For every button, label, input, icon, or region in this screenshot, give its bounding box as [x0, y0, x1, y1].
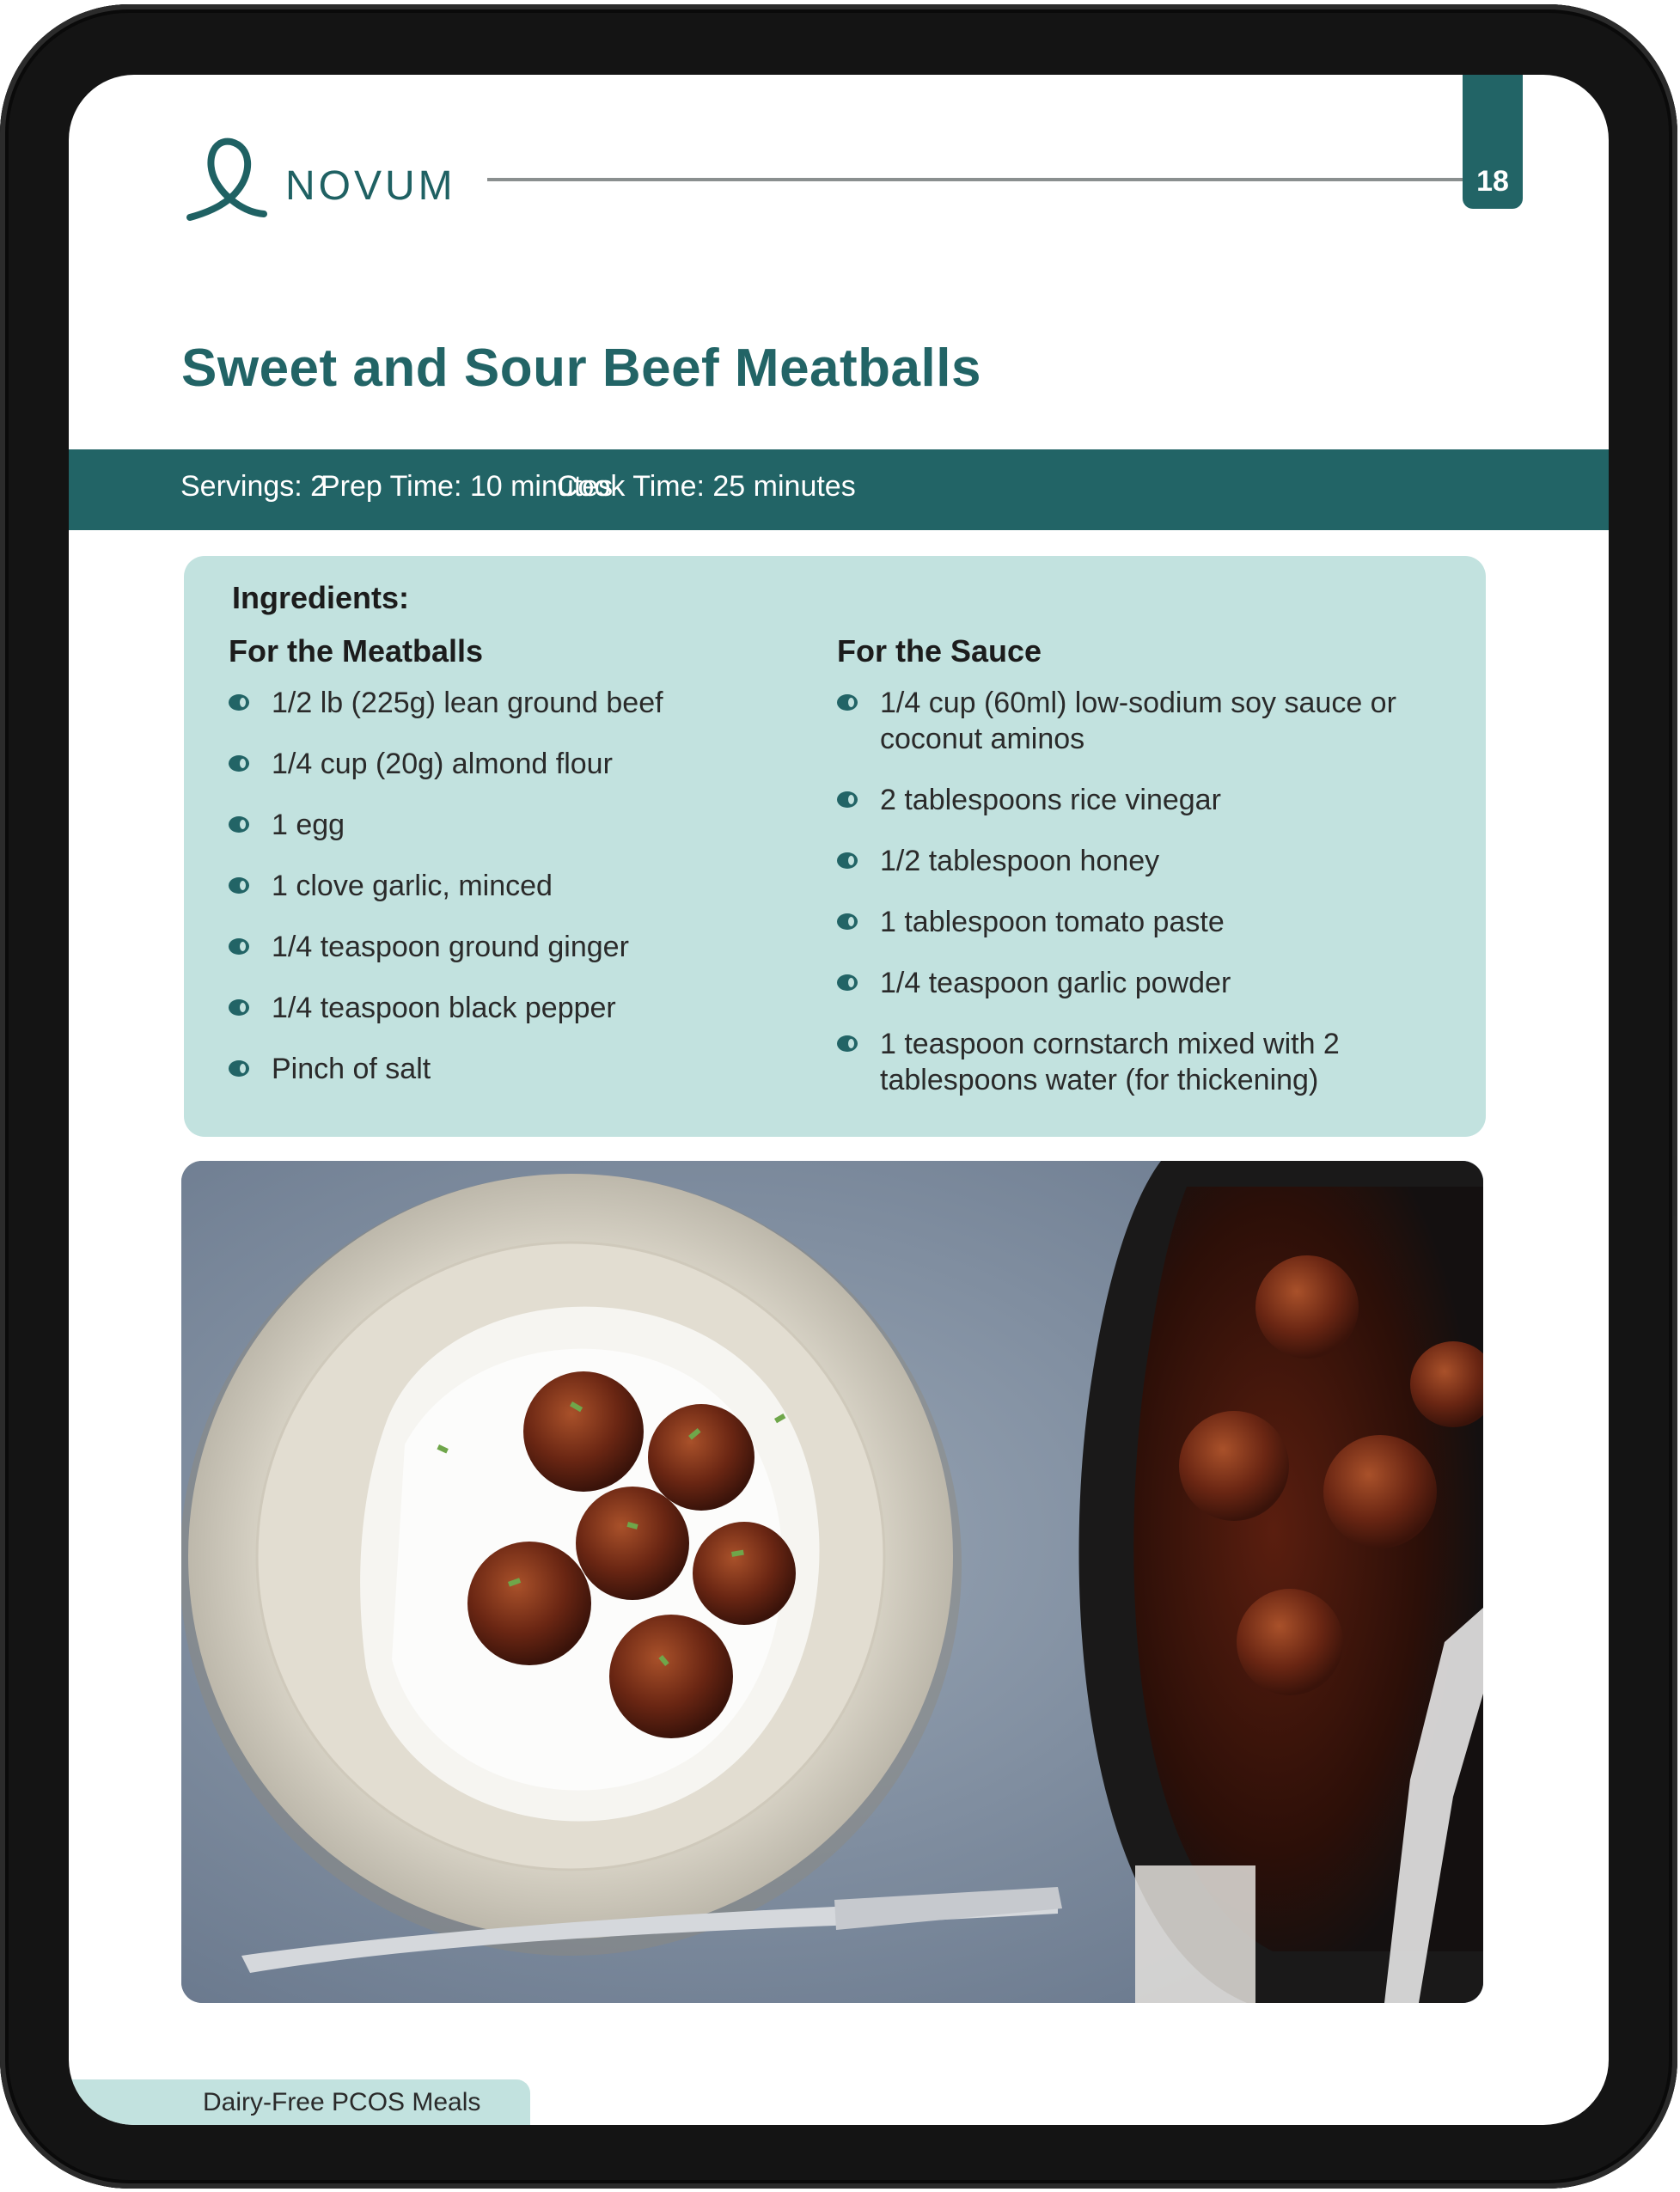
- list-item: [229, 929, 796, 965]
- bullet-icon: [229, 694, 249, 711]
- recipe-title: Sweet and Sour Beef Meatballs: [181, 339, 981, 398]
- page-number-tab: [1463, 75, 1523, 209]
- sauce-column: [837, 633, 1456, 1123]
- bullet-icon: [837, 694, 858, 711]
- list-item: [837, 965, 1456, 1001]
- bullet-icon: [837, 913, 858, 930]
- tablet-screen: [69, 75, 1609, 2125]
- list-item: [837, 685, 1456, 757]
- sauce-list: [837, 685, 1456, 1098]
- list-item-text: 1/4 teaspoon ground ginger: [272, 931, 629, 963]
- list-item-text: 1/2 tablespoon honey: [880, 845, 1160, 877]
- list-item-text: 1/4 cup (20g) almond flour: [272, 748, 613, 780]
- list-item-text: 2 tablespoons rice vinegar: [880, 784, 1221, 816]
- list-item: [837, 843, 1456, 879]
- ingredients-panel: [184, 556, 1486, 1137]
- bullet-icon: [229, 816, 249, 833]
- list-item-text: 1 clove garlic, minced: [272, 870, 553, 902]
- bullet-icon: [229, 1060, 249, 1077]
- bullet-icon: [837, 852, 858, 869]
- bullet-icon: [229, 877, 249, 894]
- list-item-text: 1/2 lb (225g) lean ground beef: [272, 687, 663, 719]
- bullet-icon: [837, 791, 858, 808]
- bullet-icon: [229, 999, 249, 1016]
- list-item: [229, 990, 796, 1026]
- prep-time: Prep Time: 10 minutes: [321, 470, 614, 503]
- list-item: [837, 782, 1456, 818]
- servings: Servings: 2: [180, 470, 327, 503]
- bullet-icon: [837, 974, 858, 991]
- list-item-text: 1 egg: [272, 809, 345, 841]
- side-button: [1672, 1156, 1677, 1216]
- novum-logo: [185, 130, 563, 224]
- brand-name: NOVUM: [285, 163, 456, 209]
- list-item: [229, 685, 796, 721]
- novum-ribbon-icon: [185, 130, 279, 224]
- list-item-text: 1 tablespoon tomato paste: [880, 906, 1225, 938]
- bullet-icon: [837, 1035, 858, 1052]
- side-button: [1672, 941, 1677, 1001]
- tablet-frame: [0, 4, 1677, 2189]
- cook-time: Cook Time: 25 minutes: [557, 470, 856, 503]
- list-item-text: 1/4 cup (60ml) low-sodium soy sauce or coconut aminos: [880, 687, 1396, 755]
- meatballs-list: [229, 685, 796, 1087]
- bullet-icon: [229, 755, 249, 772]
- list-item-text: Pinch of salt: [272, 1053, 431, 1085]
- list-item-text: 1/4 teaspoon garlic powder: [880, 967, 1231, 999]
- meatballs-column: [229, 633, 796, 1112]
- list-item-text: 1/4 teaspoon black pepper: [272, 992, 616, 1024]
- footer-label: Dairy-Free PCOS Meals: [203, 2088, 481, 2116]
- recipe-photo: [181, 1161, 1483, 2003]
- meatballs-heading: For the Meatballs: [229, 633, 484, 669]
- header-divider: [487, 178, 1472, 181]
- list-item: [229, 807, 796, 843]
- ingredients-heading: Ingredients:: [232, 580, 410, 615]
- footer-category-tab: [69, 2079, 530, 2125]
- list-item: [229, 868, 796, 904]
- page-number: 18: [1476, 165, 1509, 198]
- list-item: [837, 1026, 1456, 1098]
- sauce-heading: For the Sauce: [837, 633, 1042, 669]
- list-item-text: 1 teaspoon cornstarch mixed with 2 tablespoons water (for thickening): [880, 1028, 1340, 1096]
- recipe-meta-bar: [69, 449, 1609, 530]
- list-item: [229, 1051, 796, 1087]
- bullet-icon: [229, 938, 249, 955]
- list-item: [837, 904, 1456, 940]
- list-item: [229, 746, 796, 782]
- meatballs-photo-illustration: [181, 1161, 1483, 2003]
